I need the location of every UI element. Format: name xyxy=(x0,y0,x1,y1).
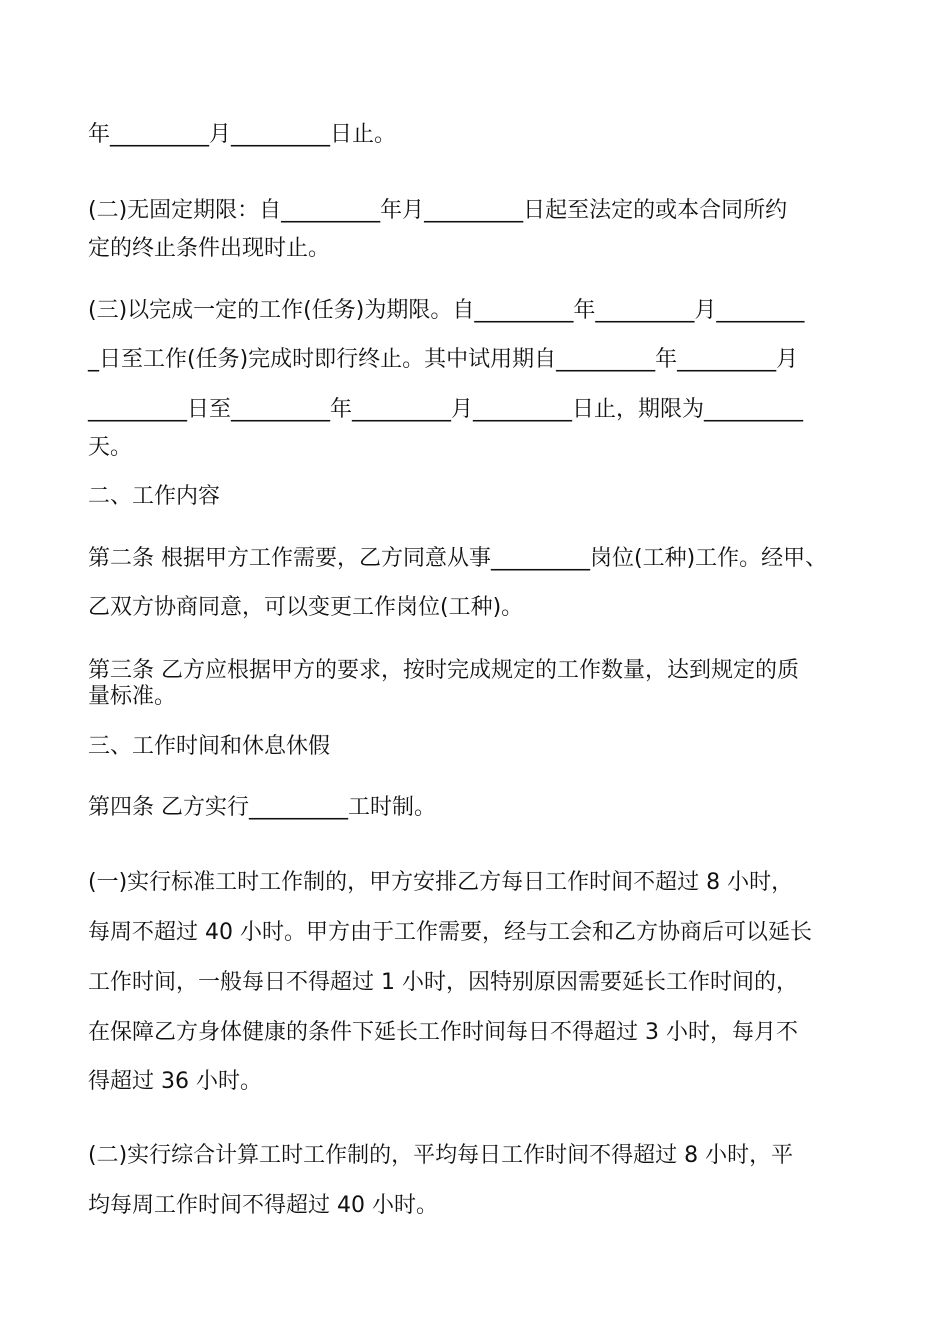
text-line: 天。 xyxy=(88,435,133,460)
text-line: 工作时间，一般每日不得超过 1 小时，因特别原因需要延长工作时间的， xyxy=(88,970,798,995)
text-line: 年_________月_________日止。 xyxy=(88,122,397,147)
text-line: 在保障乙方身体健康的条件下延长工作时间每日不得超过 3 小时，每月不 xyxy=(88,1020,798,1045)
text-line: _日至工作(任务)完成时即行终止。其中试用期自_________年_________月 xyxy=(88,347,799,372)
text-line: 第四条 乙方实行_________工时制。 xyxy=(88,795,436,820)
text-line: 第二条 根据甲方工作需要，乙方同意从事_________岗位(工种)工作。经甲、 xyxy=(88,546,828,571)
text-line: 量标准。 xyxy=(88,684,177,709)
text-line: 得超过 36 小时。 xyxy=(88,1069,262,1094)
text-line: (一)实行标准工时工作制的，甲方安排乙方每日工作时间不超过 8 小时， xyxy=(88,870,794,895)
text-line: (三)以完成一定的工作(任务)为期限。自_________年_________月________ xyxy=(88,298,805,323)
text-line: 第三条 乙方应根据甲方的要求，按时完成规定的工作数量，达到规定的质 xyxy=(88,658,799,683)
text-line: (二)实行综合计算工时工作制的，平均每日工作时间不得超过 8 小时，平 xyxy=(88,1143,794,1168)
text-line: 乙双方协商同意，可以变更工作岗位(工种)。 xyxy=(88,595,524,620)
text-line: 每周不超过 40 小时。甲方由于工作需要，经与工会和乙方协商后可以延长 xyxy=(88,920,812,945)
text-line: 均每周工作时间不得超过 40 小时。 xyxy=(88,1193,438,1218)
section-heading: 二、工作内容 xyxy=(88,484,221,509)
text-line: 定的终止条件出现时止。 xyxy=(88,236,331,261)
section-heading: 三、工作时间和休息休假 xyxy=(88,734,331,759)
text-line: (二)无固定期限：自_________年月_________日起至法定的或本合同所约 xyxy=(88,198,788,223)
text-line: _________日至_________年_________月_________日止，期限为_________ xyxy=(88,397,804,422)
